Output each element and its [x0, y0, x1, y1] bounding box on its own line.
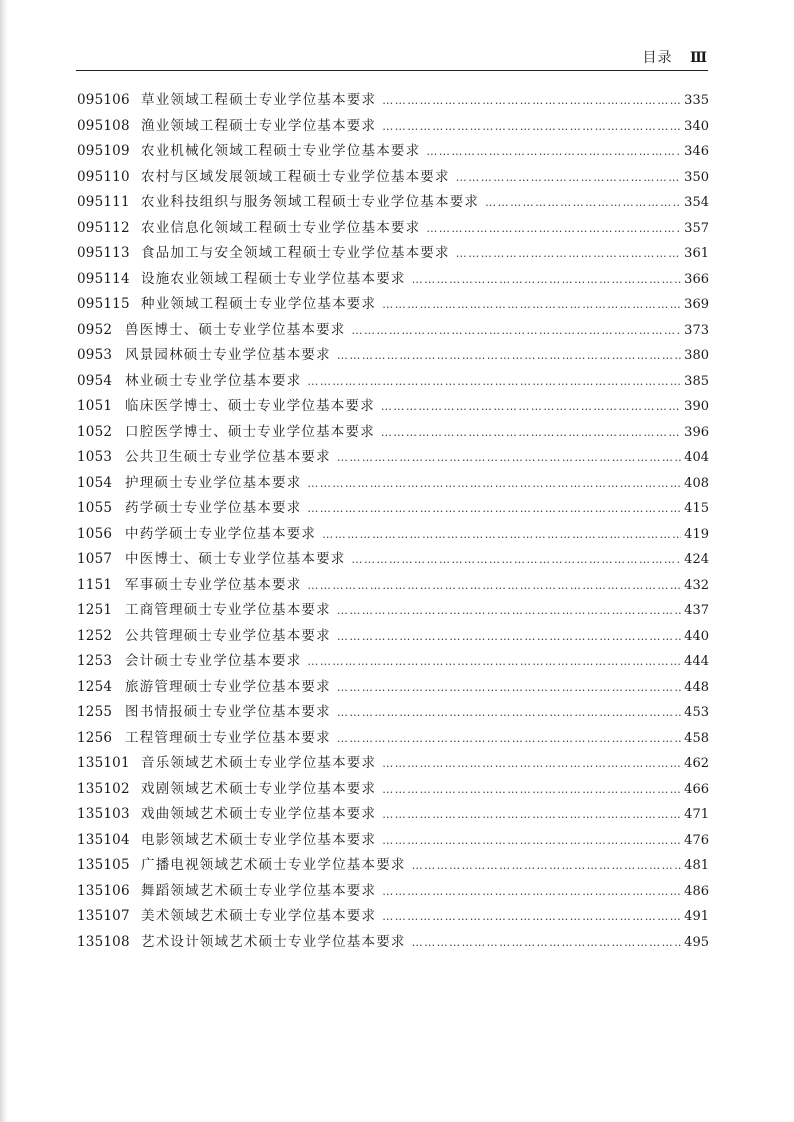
toc-entry-page: 466: [684, 781, 709, 797]
toc-entry-title: 设施农业领域工程硕士专业学位基本要求: [141, 270, 406, 287]
toc-entry-page: 476: [684, 832, 709, 848]
toc-entry[interactable]: [77, 165, 709, 191]
toc-entry-code: 0953: [77, 347, 113, 363]
toc-entry-title: 林业硕士专业学位基本要求: [125, 372, 302, 389]
toc-leader-dots: [426, 222, 681, 235]
toc-leader-dots: [337, 681, 681, 694]
toc-entry-code: 0952: [77, 321, 113, 338]
toc-leader-dots: [307, 579, 681, 592]
toc-entry-title: 电影领域艺术硕士专业学位基本要求: [141, 831, 377, 848]
toc-entry[interactable]: [77, 879, 709, 905]
toc-leader-dots: [426, 145, 681, 158]
toc-leader-dots: [307, 375, 681, 388]
toc-entry-code: 095115: [77, 296, 130, 312]
running-header: [642, 47, 708, 67]
toc-entry-title: 戏曲领域艺术硕士专业学位基本要求: [141, 806, 377, 822]
toc-entry-title: 种业领域工程硕士专业学位基本要求: [141, 296, 377, 312]
toc-entry-page: 357: [684, 220, 709, 236]
toc-entry-page: 408: [684, 475, 709, 491]
toc-entry[interactable]: [77, 88, 709, 114]
toc-entry[interactable]: [77, 496, 709, 522]
toc-entry[interactable]: [77, 598, 709, 624]
toc-leader-dots: [352, 324, 682, 337]
toc-entry-page: 385: [684, 373, 709, 389]
toc-entry-code: 1054: [77, 474, 113, 491]
toc-entry[interactable]: [77, 394, 709, 420]
toc-entry[interactable]: [77, 904, 709, 930]
toc-entry-code: 135106: [77, 882, 130, 899]
toc-entry-title: 农业科技组织与服务领域工程硕士专业学位基本要求: [141, 194, 480, 210]
toc-entry[interactable]: [77, 292, 709, 318]
toc-entry[interactable]: [77, 675, 709, 701]
toc-leader-dots: [337, 604, 681, 617]
toc-leader-dots: [322, 528, 681, 541]
toc-entry-code: 135103: [77, 806, 130, 822]
toc-leader-dots: [307, 502, 681, 515]
toc-entry-title: 工程管理硕士专业学位基本要求: [125, 729, 331, 746]
toc-entry-page: 380: [684, 348, 709, 363]
toc-entry-page: 350: [684, 169, 709, 185]
toc-entry-title: 军事硕士专业学位基本要求: [125, 576, 302, 593]
toc-entry[interactable]: [77, 930, 709, 956]
toc-entry[interactable]: [77, 649, 709, 675]
toc-entry-code: 095114: [77, 270, 130, 287]
toc-entry[interactable]: [77, 241, 709, 267]
toc-entry-page: 390: [684, 399, 709, 414]
toc-entry-page: 335: [684, 93, 709, 108]
toc-entry[interactable]: [77, 726, 709, 752]
toc-entry-page: 346: [684, 144, 709, 159]
toc-entry-title: 工商管理硕士专业学位基本要求: [125, 602, 331, 618]
toc-leader-dots: [382, 757, 681, 770]
toc-entry-title: 口腔医学博士、硕士专业学位基本要求: [125, 423, 375, 440]
toc-entry-title: 农业信息化领域工程硕士专业学位基本要求: [141, 219, 421, 236]
toc-entry[interactable]: [77, 700, 709, 726]
toc-entry-page: 440: [684, 628, 709, 644]
toc-entry-title: 公共卫生硕士专业学位基本要求: [125, 449, 331, 465]
toc-leader-dots: [352, 553, 682, 566]
toc-entry[interactable]: [77, 369, 709, 395]
toc-leader-dots: [337, 630, 681, 643]
toc-leader-dots: [412, 273, 681, 286]
toc-entry-page: 495: [684, 934, 709, 950]
toc-entry-code: 1254: [77, 678, 113, 695]
toc-entry-code: 135105: [77, 857, 130, 873]
toc-entry-title: 图书情报硕士专业学位基本要求: [125, 704, 331, 720]
toc-entry-title: 戏剧领域艺术硕士专业学位基本要求: [141, 780, 377, 797]
toc-leader-dots: [456, 171, 681, 184]
toc-leader-dots: [412, 859, 681, 872]
toc-entry-code: 095113: [77, 245, 130, 261]
toc-entry[interactable]: [77, 777, 709, 803]
toc-entry-page: 437: [684, 603, 709, 618]
toc-entry-page: 432: [684, 577, 709, 593]
toc-leader-dots: [382, 808, 681, 821]
toc-entry-page: 444: [684, 654, 709, 669]
toc-leader-dots: [337, 349, 681, 362]
toc-leader-dots: [381, 426, 681, 439]
toc-entry-title: 中药学硕士专业学位基本要求: [125, 525, 317, 542]
toc-entry-title: 兽医博士、硕士专业学位基本要求: [125, 321, 346, 338]
toc-entry-code: 095106: [77, 92, 130, 108]
toc-entry-title: 农村与区域发展领域工程硕士专业学位基本要求: [141, 168, 450, 185]
toc-entry-code: 135107: [77, 908, 130, 924]
toc-leader-dots: [307, 655, 681, 668]
toc-entry-title: 广播电视领域艺术硕士专业学位基本要求: [141, 857, 406, 873]
toc-leader-dots: [337, 732, 681, 745]
toc-leader-dots: [382, 120, 681, 133]
toc-entry-title: 农业机械化领域工程硕士专业学位基本要求: [141, 143, 421, 159]
toc-entry[interactable]: [77, 420, 709, 446]
toc-entry-page: 491: [684, 909, 709, 924]
toc-leader-dots: [337, 451, 681, 464]
toc-entry-code: 095108: [77, 117, 130, 134]
toc-entry[interactable]: [77, 139, 709, 165]
toc-entry-title: 音乐领域艺术硕士专业学位基本要求: [141, 755, 377, 771]
toc-entry-code: 135104: [77, 831, 130, 848]
toc-entry-page: 396: [684, 424, 709, 440]
toc-entry-title: 会计硕士专业学位基本要求: [125, 653, 302, 669]
toc-leader-dots: [485, 196, 681, 209]
toc-leader-dots: [382, 94, 681, 107]
toc-entry-code: 1056: [77, 525, 113, 542]
toc-leader-dots: [307, 477, 681, 490]
toc-entry-code: 1251: [77, 602, 113, 618]
toc-entry-title: 艺术设计领域艺术硕士专业学位基本要求: [141, 933, 406, 950]
toc-entry-code: 135101: [77, 755, 130, 771]
toc-entry-code: 1057: [77, 551, 113, 567]
toc-entry-code: 1053: [77, 449, 113, 465]
toc-entry-code: 135108: [77, 933, 130, 950]
toc-entry-code: 1253: [77, 653, 113, 669]
toc-entry[interactable]: [77, 828, 709, 854]
toc-entry[interactable]: [77, 343, 709, 369]
toc-entry[interactable]: [77, 751, 709, 777]
toc-entry-code: 095110: [77, 168, 130, 185]
table-of-contents: [77, 88, 709, 955]
toc-entry-page: 458: [684, 730, 709, 746]
toc-entry-code: 095112: [77, 219, 130, 236]
toc-leader-dots: [382, 910, 681, 923]
toc-leader-dots: [381, 400, 681, 413]
toc-entry[interactable]: [77, 853, 709, 879]
page-binding-edge: [0, 0, 8, 1122]
toc-entry-page: 354: [684, 195, 709, 210]
toc-entry-title: 食品加工与安全领域工程硕士专业学位基本要求: [141, 245, 450, 261]
toc-entry-title: 中医博士、硕士专业学位基本要求: [125, 551, 346, 567]
toc-entry-code: 1252: [77, 627, 113, 644]
toc-entry-page: 404: [684, 450, 709, 465]
toc-entry-page: 486: [684, 883, 709, 899]
toc-leader-dots: [382, 834, 681, 847]
toc-entry-page: 415: [684, 501, 709, 516]
toc-entry-page: 462: [684, 756, 709, 771]
toc-entry-page: 424: [684, 552, 709, 567]
toc-leader-dots: [337, 706, 681, 719]
header-rule: [76, 70, 708, 71]
toc-leader-dots: [456, 247, 681, 260]
toc-leader-dots: [382, 885, 681, 898]
toc-entry-page: 340: [684, 118, 709, 134]
toc-entry-code: 095109: [77, 143, 130, 159]
toc-entry[interactable]: [77, 445, 709, 471]
toc-entry-page: 453: [684, 705, 709, 720]
toc-entry[interactable]: [77, 216, 709, 242]
toc-entry-title: 药学硕士专业学位基本要求: [125, 500, 302, 516]
toc-entry-page: 369: [684, 297, 709, 312]
toc-entry-code: 0954: [77, 372, 113, 389]
toc-entry-code: 1052: [77, 423, 113, 440]
toc-entry-code: 1255: [77, 704, 113, 720]
toc-entry-title: 美术领域艺术硕士专业学位基本要求: [141, 908, 377, 924]
toc-leader-dots: [382, 298, 681, 311]
toc-entry[interactable]: [77, 471, 709, 497]
toc-entry-page: 419: [684, 526, 709, 542]
toc-entry-page: 373: [684, 322, 709, 338]
toc-entry[interactable]: [77, 547, 709, 573]
toc-entry-page: 481: [684, 858, 709, 873]
toc-entry-code: 1055: [77, 500, 113, 516]
toc-entry-code: 1151: [77, 576, 113, 593]
toc-entry-code: 1051: [77, 398, 113, 414]
toc-entry-title: 舞蹈领域艺术硕士专业学位基本要求: [141, 882, 377, 899]
toc-entry-page: 471: [684, 807, 709, 822]
toc-entry[interactable]: [77, 190, 709, 216]
toc-entry-page: 366: [684, 271, 709, 287]
toc-entry-title: 护理硕士专业学位基本要求: [125, 474, 302, 491]
toc-entry[interactable]: [77, 114, 709, 140]
toc-leader-dots: [382, 783, 681, 796]
toc-entry-code: 1256: [77, 729, 113, 746]
toc-entry-title: 风景园林硕士专业学位基本要求: [125, 347, 331, 363]
toc-entry[interactable]: [77, 573, 709, 599]
toc-entry-title: 渔业领域工程硕士专业学位基本要求: [141, 117, 377, 134]
toc-entry[interactable]: [77, 802, 709, 828]
toc-entry-title: 公共管理硕士专业学位基本要求: [125, 627, 331, 644]
toc-entry[interactable]: [77, 522, 709, 548]
toc-entry-title: 草业领域工程硕士专业学位基本要求: [141, 92, 377, 108]
toc-entry-code: 095111: [77, 194, 130, 210]
toc-entry[interactable]: [77, 624, 709, 650]
toc-entry-page: 361: [684, 246, 709, 261]
toc-entry-page: 448: [684, 679, 709, 695]
toc-entry[interactable]: [77, 267, 709, 293]
toc-entry-title: 临床医学博士、硕士专业学位基本要求: [125, 398, 375, 414]
toc-entry[interactable]: [77, 318, 709, 344]
section-title: 目录: [642, 50, 673, 66]
toc-entry-title: 旅游管理硕士专业学位基本要求: [125, 678, 331, 695]
toc-entry-code: 135102: [77, 780, 130, 797]
toc-leader-dots: [412, 936, 681, 949]
page-number-roman: Ⅲ: [689, 50, 708, 66]
